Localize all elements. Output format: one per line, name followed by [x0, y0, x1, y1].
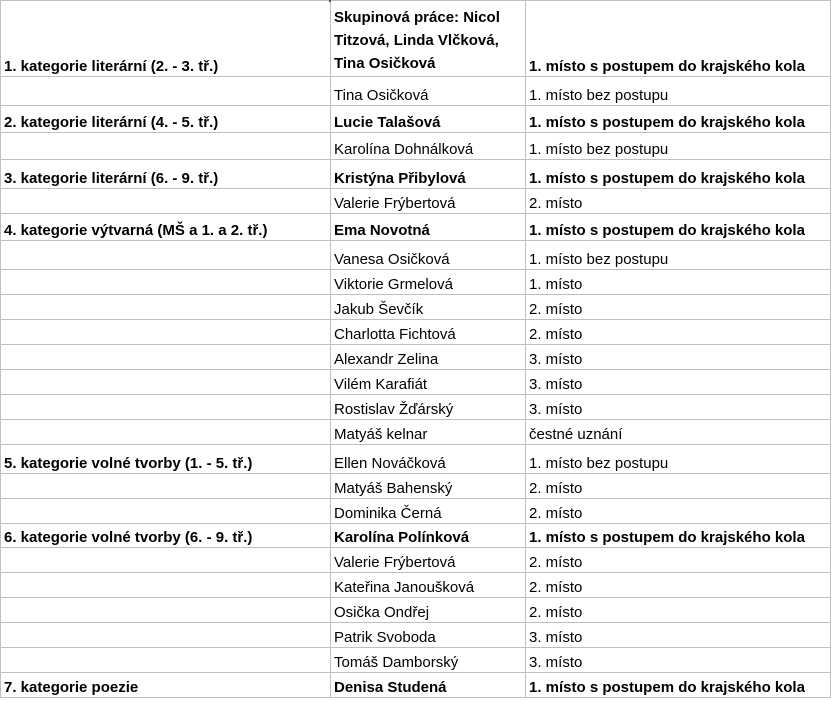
table-row	[1, 189, 831, 214]
result-cell[interactable]: 1. místo s postupem do krajského kola	[526, 106, 831, 133]
table-row	[1, 548, 831, 573]
table-row	[1, 320, 831, 345]
category-cell[interactable]	[1, 598, 331, 623]
category-cell[interactable]	[1, 499, 331, 524]
table-row	[1, 270, 831, 295]
result-cell[interactable]: 2. místo	[526, 189, 831, 214]
table-row	[1, 77, 831, 106]
name-cell[interactable]: Karolína Dohnálková	[331, 133, 526, 160]
name-cell[interactable]: Lucie Talašová	[331, 106, 526, 133]
category-cell[interactable]	[1, 548, 331, 573]
table-row	[1, 106, 831, 133]
table-row	[1, 241, 831, 270]
category-cell[interactable]: 1. kategorie literární (2. - 3. tř.)	[1, 1, 331, 77]
category-cell[interactable]	[1, 623, 331, 648]
result-cell[interactable]: 3. místo	[526, 370, 831, 395]
result-cell[interactable]: 2. místo	[526, 573, 831, 598]
category-cell[interactable]: 2. kategorie literární (4. - 5. tř.)	[1, 106, 331, 133]
table-row	[1, 499, 831, 524]
category-cell[interactable]	[1, 270, 331, 295]
name-cell[interactable]: Alexandr Zelina	[331, 345, 526, 370]
category-cell[interactable]	[1, 320, 331, 345]
name-cell[interactable]: Tina Osičková	[331, 77, 526, 106]
name-cell[interactable]: Valerie Frýbertová	[331, 548, 526, 573]
table-row	[1, 474, 831, 499]
result-cell[interactable]: 2. místo	[526, 295, 831, 320]
result-cell[interactable]: 2. místo	[526, 548, 831, 573]
category-cell[interactable]	[1, 295, 331, 320]
name-cell[interactable]: Kristýna Přibylová	[331, 160, 526, 189]
result-cell[interactable]: 3. místo	[526, 623, 831, 648]
name-cell[interactable]: Charlotta Fichtová	[331, 320, 526, 345]
table-row	[1, 214, 831, 241]
table-row	[1, 345, 831, 370]
category-cell[interactable]	[1, 395, 331, 420]
name-cell[interactable]: Kateřina Janoušková	[331, 573, 526, 598]
result-cell[interactable]: 2. místo	[526, 320, 831, 345]
name-cell[interactable]: Osička Ondřej	[331, 598, 526, 623]
result-cell[interactable]: 1. místo s postupem do krajského kola	[526, 1, 831, 77]
result-cell[interactable]: 1. místo s postupem do krajského kola	[526, 524, 831, 548]
table-row	[1, 295, 831, 320]
table-row	[1, 445, 831, 474]
name-cell[interactable]: Denisa Studená	[331, 673, 526, 698]
category-cell[interactable]	[1, 370, 331, 395]
name-cell[interactable]: Ema Novotná	[331, 214, 526, 241]
result-cell[interactable]: 1. místo bez postupu	[526, 133, 831, 160]
result-cell[interactable]: 3. místo	[526, 345, 831, 370]
name-cell[interactable]: Patrik Svoboda	[331, 623, 526, 648]
result-cell[interactable]: 2. místo	[526, 598, 831, 623]
name-cell[interactable]: Matyáš kelnar	[331, 420, 526, 445]
table-row	[1, 1, 831, 77]
table-row	[1, 395, 831, 420]
category-cell[interactable]	[1, 420, 331, 445]
result-cell[interactable]: 1. místo	[526, 270, 831, 295]
category-cell[interactable]: 7. kategorie poezie	[1, 673, 331, 698]
category-cell[interactable]	[1, 474, 331, 499]
result-cell[interactable]: 1. místo bez postupu	[526, 445, 831, 474]
result-cell[interactable]: čestné uznání	[526, 420, 831, 445]
category-cell[interactable]: 5. kategorie volné tvorby (1. - 5. tř.)	[1, 445, 331, 474]
table-row	[1, 160, 831, 189]
name-cell[interactable]: Viktorie Grmelová	[331, 270, 526, 295]
category-cell[interactable]	[1, 648, 331, 673]
category-cell[interactable]	[1, 573, 331, 598]
table-row	[1, 420, 831, 445]
name-cell[interactable]: Dominika Černá	[331, 499, 526, 524]
category-cell[interactable]: 4. kategorie výtvarná (MŠ a 1. a 2. tř.)	[1, 214, 331, 241]
name-cell[interactable]: Tomáš Damborský	[331, 648, 526, 673]
table-row	[1, 133, 831, 160]
result-cell[interactable]: 3. místo	[526, 648, 831, 673]
result-cell[interactable]: 2. místo	[526, 499, 831, 524]
category-cell[interactable]	[1, 189, 331, 214]
table-row	[1, 370, 831, 395]
active-cell-marker	[329, 0, 331, 2]
category-cell[interactable]	[1, 77, 331, 106]
name-cell[interactable]: Jakub Ševčík	[331, 295, 526, 320]
result-cell[interactable]: 1. místo s postupem do krajského kola	[526, 160, 831, 189]
category-cell[interactable]	[1, 241, 331, 270]
result-cell[interactable]: 3. místo	[526, 395, 831, 420]
table-row	[1, 573, 831, 598]
name-cell[interactable]: Valerie Frýbertová	[331, 189, 526, 214]
result-cell[interactable]: 1. místo s postupem do krajského kola	[526, 214, 831, 241]
name-cell[interactable]: Vilém Karafiát	[331, 370, 526, 395]
name-cell[interactable]: Karolína Polínková	[331, 524, 526, 548]
result-cell[interactable]: 1. místo bez postupu	[526, 241, 831, 270]
name-cell[interactable]: Skupinová práce: Nicol Titzová, Linda Vlčková, Tina Osičková	[331, 1, 526, 77]
name-cell[interactable]: Ellen Nováčková	[331, 445, 526, 474]
name-cell[interactable]: Rostislav Žďárský	[331, 395, 526, 420]
category-cell[interactable]	[1, 133, 331, 160]
result-cell[interactable]: 1. místo s postupem do krajského kola	[526, 673, 831, 698]
category-cell[interactable]: 6. kategorie volné tvorby (6. - 9. tř.)	[1, 524, 331, 548]
name-cell[interactable]: Vanesa Osičková	[331, 241, 526, 270]
name-cell[interactable]: Matyáš Bahenský	[331, 474, 526, 499]
table-row	[1, 648, 831, 673]
result-cell[interactable]: 2. místo	[526, 474, 831, 499]
result-cell[interactable]: 1. místo bez postupu	[526, 77, 831, 106]
category-cell[interactable]: 3. kategorie literární (6. - 9. tř.)	[1, 160, 331, 189]
table-row	[1, 598, 831, 623]
table-row	[1, 673, 831, 698]
table-row	[1, 524, 831, 548]
table-row	[1, 623, 831, 648]
category-cell[interactable]	[1, 345, 331, 370]
